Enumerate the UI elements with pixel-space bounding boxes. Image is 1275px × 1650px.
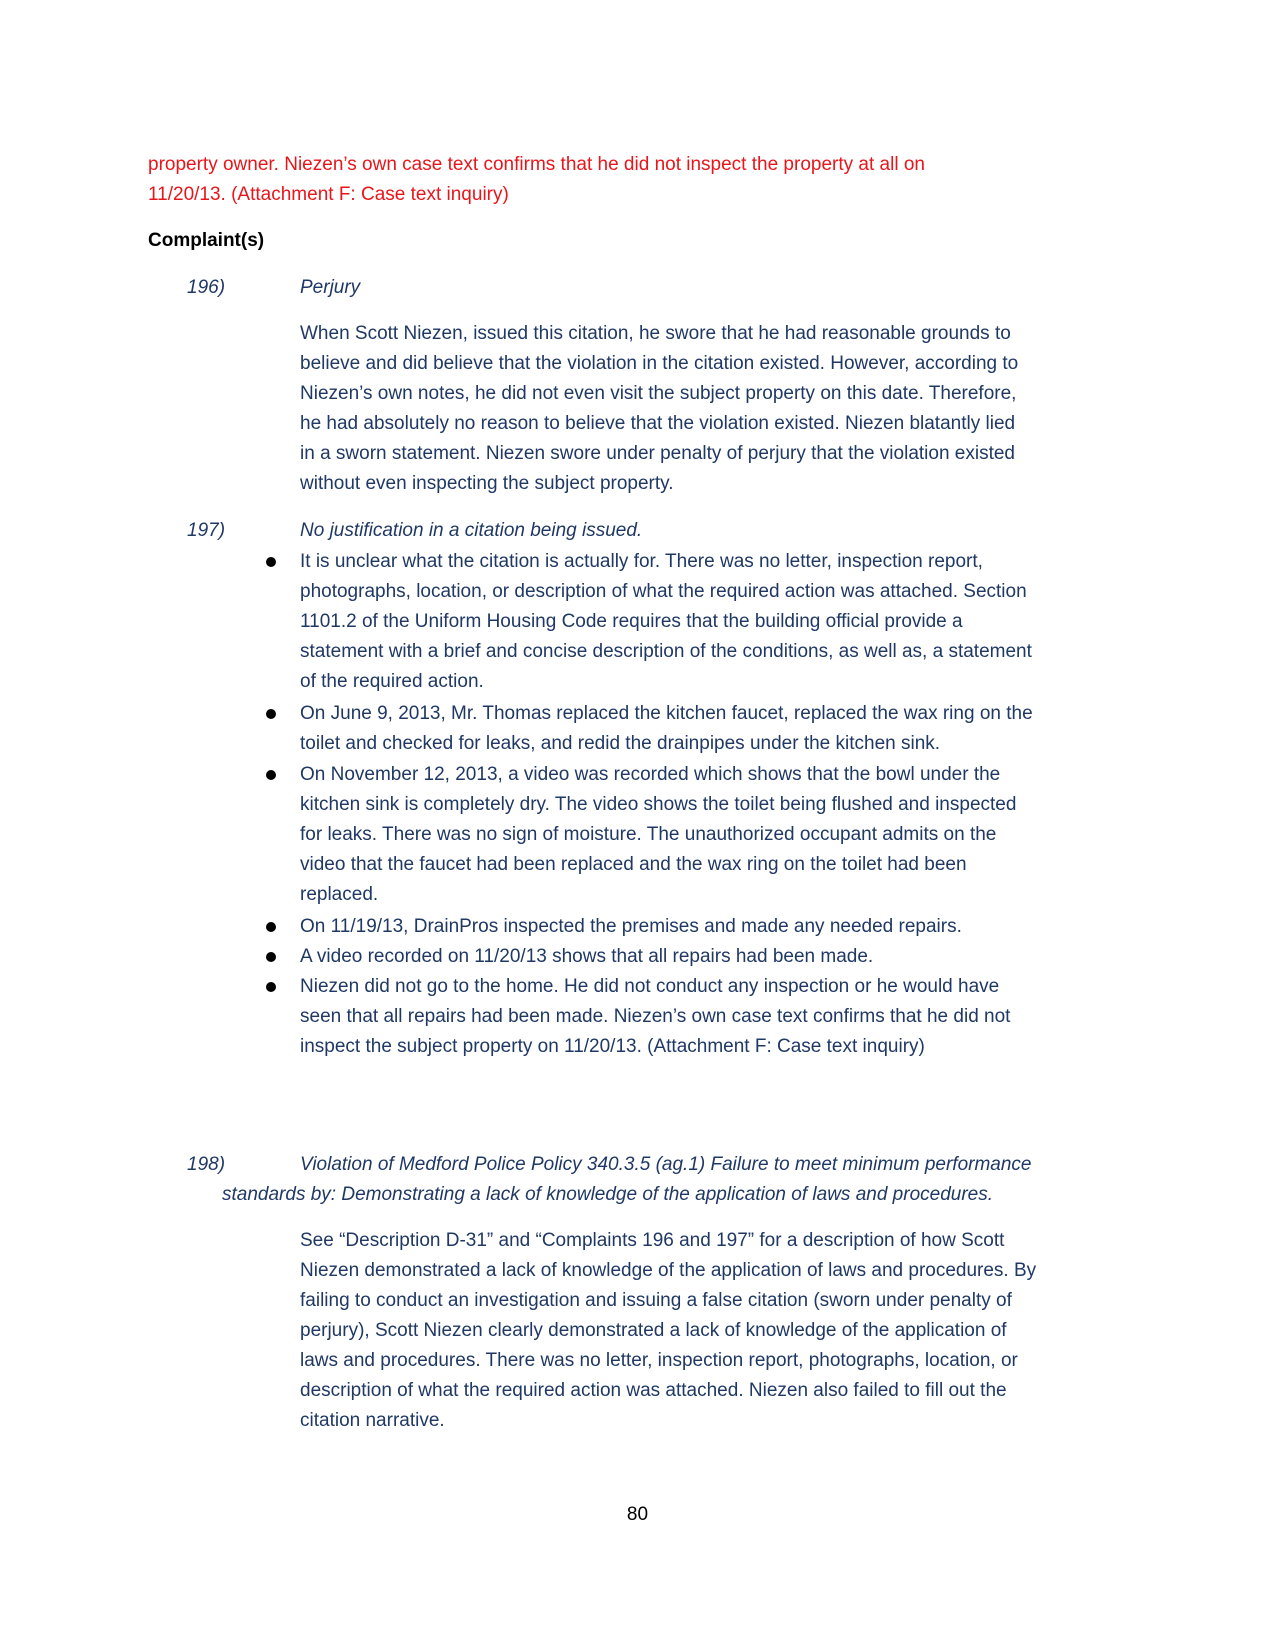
body-line: in a sworn statement. Niezen swore under penalty of perjury that the violation existed [300, 443, 1015, 464]
body-line: citation narrative. [300, 1410, 445, 1431]
complaint-body [300, 1226, 1130, 1436]
body-line: perjury), Scott Niezen clearly demonstrated a lack of knowledge of the application of [300, 1320, 1007, 1341]
body-line: statement with a brief and concise description of the conditions, as well as, a statement [300, 641, 1032, 662]
intro-line: property owner. Niezen’s own case text confirms that he did not inspect the property at all on [148, 154, 925, 175]
bullet-item [300, 699, 1130, 759]
body-line: laws and procedures. There was no letter, inspection report, photographs, location, or [300, 1350, 1018, 1371]
body-line: kitchen sink is completely dry. The video shows the toilet being flushed and inspected [300, 794, 1017, 815]
bullet-item [300, 547, 1130, 697]
body-line: description of what the required action was attached. Niezen also failed to fill out the [300, 1380, 1007, 1401]
body-line: Niezen did not go to the home. He did not conduct any inspection or he would have [300, 976, 1000, 997]
body-line: When Scott Niezen, issued this citation, he swore that he had reasonable grounds to [300, 323, 1011, 344]
bullet-icon [266, 770, 276, 780]
body-line: Niezen demonstrated a lack of knowledge of the application of laws and procedures. By [300, 1260, 1037, 1281]
bullet-icon [266, 709, 276, 719]
bullet-icon [266, 922, 276, 932]
complaint-body [300, 319, 1130, 499]
body-line: On June 9, 2013, Mr. Thomas replaced the kitchen faucet, replaced the wax ring on the [300, 703, 1033, 724]
complaints-heading: Complaint(s) [148, 230, 265, 251]
body-line: seen that all repairs had been made. Niezen’s own case text confirms that he did not [300, 1006, 1011, 1027]
bullet-icon [266, 952, 276, 962]
body-line: It is unclear what the citation is actually for. There was no letter, inspection report, [300, 551, 983, 572]
body-line: believe and did believe that the violation in the citation existed. However, according to [300, 353, 1019, 374]
intro-paragraph [148, 150, 925, 210]
body-line: replaced. [300, 884, 379, 905]
body-line: inspect the subject property on 11/20/13. (Attachment F: Case text inquiry) [300, 1036, 925, 1057]
complaint-title: Perjury [300, 277, 361, 298]
body-line: video that the faucet had been replaced and the wax ring on the toilet had been [300, 854, 967, 875]
body-line: he had absolutely no reason to believe that the violation existed. Niezen blatantly lied [300, 413, 1016, 434]
complaint-title: Violation of Medford Police Policy 340.3.5 (ag.1) Failure to meet minimum performance [300, 1154, 1032, 1175]
complaint-title: No justification in a citation being issued. [300, 520, 643, 541]
body-line: A video recorded on 11/20/13 shows that all repairs had been made. [300, 946, 874, 967]
bullet-item [300, 760, 1130, 910]
complaint-number: 198) [187, 1154, 226, 1175]
body-line: photographs, location, or description of what the required action was attached. Section [300, 581, 1027, 602]
body-line: for leaks. There was no sign of moisture. The unauthorized occupant admits on the [300, 824, 997, 845]
body-line: On November 12, 2013, a video was recorded which shows that the bowl under the [300, 764, 1001, 785]
bullet-icon [266, 557, 276, 567]
complaint-number: 196) [187, 277, 226, 298]
body-line: Niezen’s own notes, he did not even visit the subject property on this date. Therefore, [300, 383, 1017, 404]
page-number: 80 [626, 1504, 649, 1525]
bullet-item [300, 972, 1130, 1062]
bullet-item [300, 942, 1130, 972]
bullet-item [300, 912, 1130, 942]
body-line: toilet and checked for leaks, and redid the drainpipes under the kitchen sink. [300, 733, 941, 754]
body-line: See “Description D-31” and “Complaints 196 and 197” for a description of how Scott [300, 1230, 1005, 1251]
body-line: of the required action. [300, 671, 484, 692]
body-line: On 11/19/13, DrainPros inspected the premises and made any needed repairs. [300, 916, 962, 937]
complaint-title-continued: standards by: Demonstrating a lack of knowledge of the application of laws and procedures. [222, 1184, 994, 1205]
bullet-icon [266, 982, 276, 992]
body-line: failing to conduct an investigation and issuing a false citation (sworn under penalty of [300, 1290, 1012, 1311]
intro-line: 11/20/13. (Attachment F: Case text inquiry) [148, 184, 509, 205]
body-line: 1101.2 of the Uniform Housing Code requires that the building official provide a [300, 611, 963, 632]
complaint-number: 197) [187, 520, 226, 541]
body-line: without even inspecting the subject property. [300, 473, 674, 494]
